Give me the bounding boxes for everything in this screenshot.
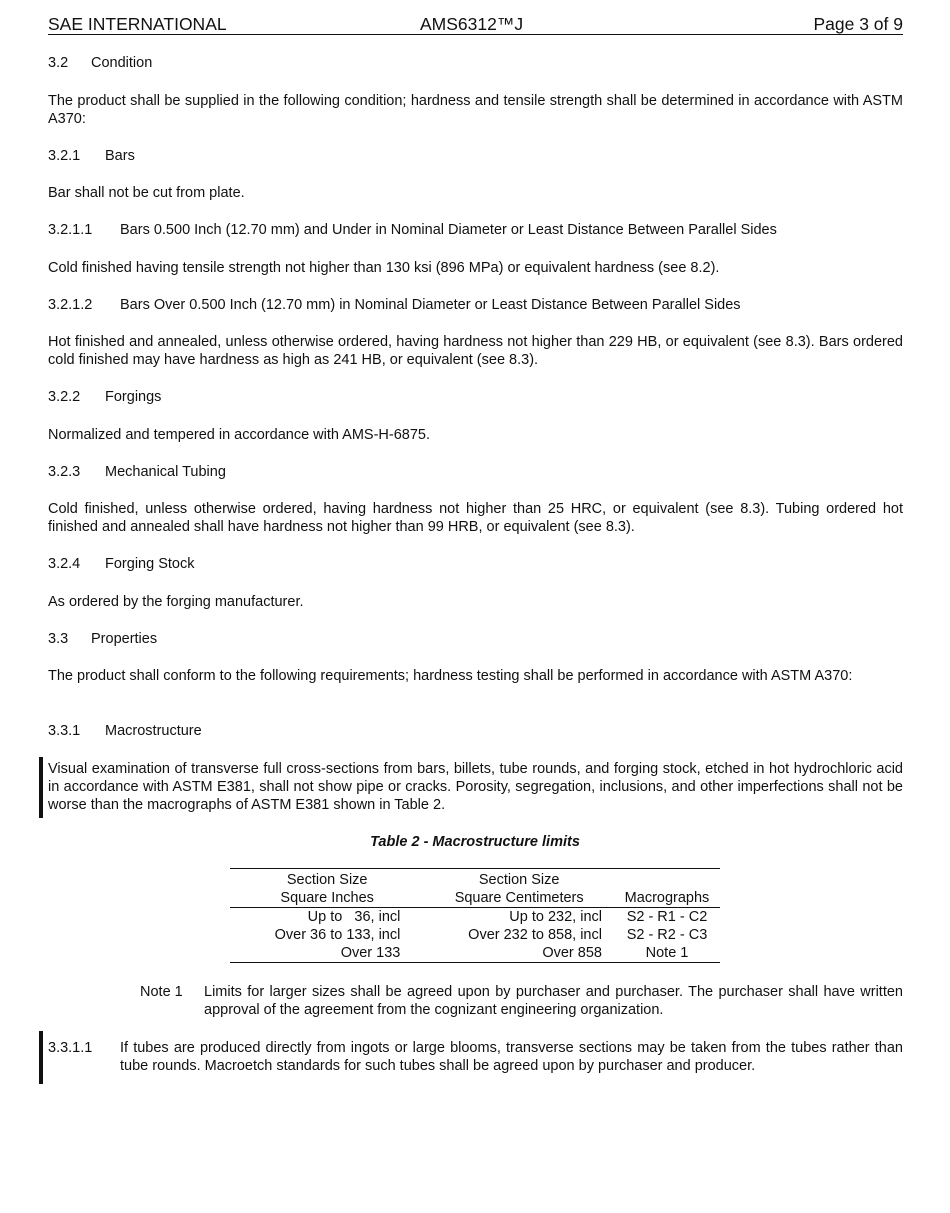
header-cell: Section Size: [230, 869, 424, 890]
section-3-3-heading: [48, 630, 157, 648]
section-number: 3.3.1.1: [48, 1040, 93, 1056]
macrostructure-table: [230, 868, 720, 963]
header-page-number: Page 3 of 9: [813, 14, 903, 34]
section-number: 3.3.1: [48, 723, 81, 739]
header-cell: Square Inches: [230, 889, 424, 908]
section-3-3-1-1: [48, 1039, 903, 1075]
header-cell: Square Centimeters: [424, 889, 614, 908]
section-number: 3.2.1.2: [48, 297, 93, 313]
section-title: Bars: [105, 148, 135, 164]
section-3-2-heading: [48, 54, 152, 72]
table-cell: Over 232 to 858, incl: [468, 927, 602, 943]
section-3-3-paragraph: The product shall conform to the following requirements; hardness testing shall be performed in accordance with ASTM A370:: [48, 668, 853, 684]
section-3-3-1-paragraph: Visual examination of transverse full cross-sections from bars, billets, tube rounds, and forging stock, etched in hot hydrochloric acid in accordance with ASTM E381, shall not show pipe or cracks. Porosity, segregation, inclusions, and other imperfections shall not be worse than the macrographs of ASTM E381 shown in Table 2.: [48, 761, 903, 813]
table-note: [140, 983, 903, 1019]
section-number: 3.2: [48, 55, 69, 71]
section-3-2-1-heading: [48, 147, 135, 165]
header-cell: [614, 869, 720, 890]
table-cell: S2 - R1 - C2: [626, 909, 708, 925]
section-number: 3.2.1.1: [48, 222, 93, 238]
section-number: 3.2.4: [48, 556, 81, 572]
section-3-2-3-heading: [48, 463, 226, 481]
section-title: Condition: [91, 55, 153, 71]
section-title: Mechanical Tubing: [105, 464, 226, 480]
header-cell: Macrographs: [614, 889, 720, 908]
section-title: Forging Stock: [105, 556, 195, 572]
header-organization: SAE INTERNATIONAL: [48, 14, 227, 34]
table-row: [230, 926, 720, 944]
table-cell: Note 1: [614, 944, 720, 963]
table-cell: Over 133: [230, 944, 424, 963]
section-3-2-1-2-paragraph: Hot finished and annealed, unless otherwise ordered, having hardness not higher than 229 HB, or equivalent (see 8.3). Bars ordered cold finished may have hardness as high as 241 HB, or equivalent (see 8.3).: [48, 334, 903, 368]
table-header-row: [230, 869, 720, 890]
change-bar: [39, 757, 43, 818]
table-cell: Up to 232, incl: [509, 909, 602, 925]
section-3-2-paragraph: The product shall be supplied in the following condition; hardness and tensile strength shall be determined in accordance with ASTM A370:: [48, 93, 903, 127]
header-document-number: AMS6312™J: [420, 14, 524, 34]
section-title: Bars Over 0.500 Inch (12.70 mm) in Nominal Diameter or Least Distance Between Parallel Sides: [120, 297, 741, 313]
header-cell: Section Size: [424, 869, 614, 890]
table-caption: Table 2 - Macrostructure limits: [370, 834, 580, 850]
section-3-2-2-heading: [48, 388, 161, 406]
section-title: Bars 0.500 Inch (12.70 mm) and Under in Nominal Diameter or Least Distance Between Parallel Sides: [120, 222, 777, 238]
section-title: Macrostructure: [105, 723, 202, 739]
section-3-2-4-paragraph: As ordered by the forging manufacturer.: [48, 594, 304, 610]
change-bar: [39, 1031, 43, 1084]
section-title: Forgings: [105, 389, 162, 405]
section-number: 3.2.2: [48, 389, 81, 405]
section-3-2-1-1-heading: [48, 221, 777, 239]
section-number: 3.2.1: [48, 148, 81, 164]
table-cell: S2 - R2 - C3: [626, 927, 708, 943]
section-3-3-1-heading: [48, 722, 202, 740]
note-text: Limits for larger sizes shall be agreed upon by purchaser and purchaser. The purchaser shall have written approval of the agreement from the cognizant engineering organization.: [204, 984, 903, 1018]
note-label: Note 1: [140, 984, 183, 1000]
section-3-2-2-paragraph: Normalized and tempered in accordance with AMS-H-6875.: [48, 427, 431, 443]
section-3-2-4-heading: [48, 555, 194, 573]
section-3-2-3-paragraph: Cold finished, unless otherwise ordered, having hardness not higher than 25 HRC, or equivalent (see 8.3). Tubing ordered hot finished and annealed shall have hardness not higher than 99 HRB, or equivalent (see 8.3).: [48, 501, 903, 535]
table-cell: Up to 36, incl: [307, 909, 401, 925]
page-header: [48, 12, 903, 35]
section-3-2-1-2-heading: [48, 296, 741, 314]
section-number: 3.3: [48, 631, 69, 647]
section-3-2-1-1-paragraph: Cold finished having tensile strength not higher than 130 ksi (896 MPa) or equivalent hardness (see 8.2).: [48, 260, 720, 276]
table-header-row: [230, 889, 720, 908]
table-row: [230, 908, 720, 927]
table-row: [230, 944, 720, 963]
section-3-3-1-1-paragraph: If tubes are produced directly from ingots or large blooms, transverse sections may be taken from the tubes rather than tube rounds. Macroetch standards for such tubes shall be agreed upon by purchaser and producer.: [120, 1040, 903, 1074]
section-title: Properties: [91, 631, 158, 647]
section-number: 3.2.3: [48, 464, 81, 480]
section-3-2-1-paragraph: Bar shall not be cut from plate.: [48, 185, 245, 201]
table-cell: Over 858: [424, 944, 614, 963]
table-cell: Over 36 to 133, incl: [274, 927, 401, 943]
